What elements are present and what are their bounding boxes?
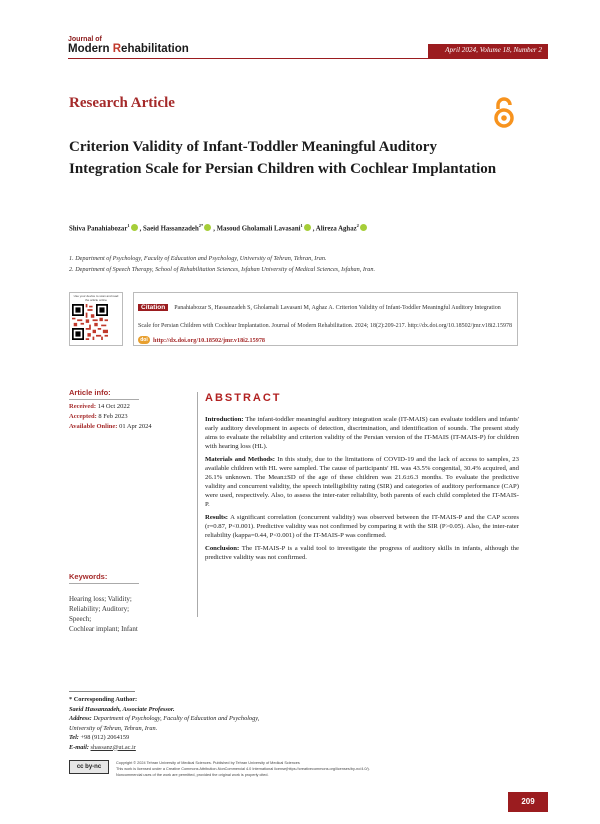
abstract-results: Results: A significant correlation (concurrent validity) was observed between the IT-MAIS-P and the CAP scores (r=0.87, P<0.001). Predictive validity was not confirmed by comparing it with the SIR (P>0.05). Also, the inter-rater reliability (kappa=0.44, P<0.001) of the IT-MAIS-P was confirmed. <box>205 514 519 539</box>
orcid-icon[interactable] <box>131 224 138 231</box>
corresponding-address: Address: Department of Psychology, Faculty of Education and Psychology, University of Tehran, Tehran, Iran. <box>69 715 260 732</box>
article-info <box>69 388 152 430</box>
corresponding-email: E-mail: shassanz@ut.ac.ir <box>69 743 136 751</box>
affiliation-1: 1. Department of Psychology, Faculty of Education and Psychology, University of Tehran, Tehran, Iran. <box>69 255 327 262</box>
email-link[interactable]: shassanz@ut.ac.ir <box>90 743 136 751</box>
citation-text: Panahiabozar S, Hassanzadeh S, Gholamali Lavasani M, Aghaz A. Criterion Validity of Infant-Toddler Meaningful Auditory Integration Scale for Persian Children with Cochlear Implantation. Journal of Modern Rehabilitation. 2024; 18(2):209-217. http://dx.doi.org/10.18502/jmr.v18i2.15978 <box>138 305 513 329</box>
issue-banner: April 2024, Volume 18, Number 2 <box>428 44 548 58</box>
keywords-title: Keywords: <box>69 572 139 584</box>
abstract-introduction: Introduction: The infant-toddler meaningful auditory integration scale (IT-MAIS) can evaluate toddlers and infants' early auditory development in aspects of detection, discrimination, and identification of sounds. The present study aims to evaluate the reliability and criterion validity of the Persian version of the IT-MAIS (IT-MAIS-P) for children with hearing loss (HL). <box>205 416 519 450</box>
affiliation-2: 2. Department of Speech Therapy, School of Rehabilitation Sciences, Isfahan University of Medical Sciences, Isfahan, Iran. <box>69 266 376 273</box>
page-number: 209 <box>508 792 548 812</box>
open-access-icon <box>491 97 517 129</box>
author-name: Saeid Hassanzadeh <box>143 225 199 233</box>
cc-license-badge[interactable]: cc by-nc <box>69 760 109 774</box>
author-list: Shiva Panahiabozar$^1$ , Saeid Hassanzadeh$^{2*}$ , Masoud Gholamali Lavasani$^1$ , Alireza Aghaz$^2$ <box>69 223 369 232</box>
keyword-line: Reliability; Auditory; Speech; <box>69 605 130 623</box>
orcid-icon[interactable] <box>304 224 311 231</box>
author-name: Alireza Aghaz <box>315 225 357 233</box>
corresponding-name: Saeid Hassanzadeh, Associate Professor. <box>69 705 175 713</box>
article-info-title: Article info: <box>69 388 139 400</box>
corresponding-heading: * Corresponding Author: <box>69 696 138 703</box>
journal-logo-small: Journal of <box>68 36 102 43</box>
abstract-methods: Materials and Methods: In this study, due to the limitations of COVID-19 and the lack of access to samples, 23 available children with HL were sampled. The cause of participants' HL was 43.5% congenital, 30.4% acquired, and 26.1% unknown. The Mean±SD of the age of these children was 21.6±6.3 months. To evaluate the predictive validity and concurrent validity, the speech intelligibility rating (SIR) and categories of auditory performance (CAP) were used, respectively. Also, to assess the inter-rater reliability, both parents of each child completed the IT-MAIS-P. <box>205 456 519 508</box>
keyword-line: Hearing loss; Validity; <box>69 595 132 603</box>
orcid-icon[interactable] <box>360 224 367 231</box>
abstract-conclusion: Conclusion: The IT-MAIS-P is a valid tool to investigate the progress of auditory skills in infants, although the predictive validity was not confirmed. <box>205 545 519 561</box>
article-type: Research Article <box>69 95 175 111</box>
doi-icon: doi <box>138 336 150 344</box>
qr-label: Use your device to scan and read the article online <box>73 294 119 302</box>
keyword-line: Cochlear implant; Infant <box>69 625 138 633</box>
orcid-icon[interactable] <box>204 224 211 231</box>
affiliations <box>69 253 375 275</box>
accepted-date: Accepted: 8 Feb 2023 <box>69 413 128 420</box>
online-date: Available Online: 01 Apr 2024 <box>69 423 152 430</box>
abstract-title: ABSTRACT <box>205 392 282 404</box>
doi-link[interactable] <box>138 336 513 344</box>
article-title: Criterion Validity of Infant-Toddler Meaningful Auditory Integration Scale for Persian Children with Cochlear Implantation <box>69 139 497 177</box>
author-name: Shiva Panahiabozar <box>69 225 128 233</box>
license-text: Copyright © 2024 Tehran University of Medical Sciences. Published by Tehran University of Medical Sciences This work is licensed under a Creative Commons Attribution-NonCommercial 4.0 International license(https://creativecommons.org/licenses/by-nc/4.0/). Noncommercial uses of the work are permitted, provided the original work is properly cited. <box>116 761 370 777</box>
author-name: Masoud Gholamali Lavasani <box>216 225 301 233</box>
keywords <box>69 572 149 634</box>
qr-code-box[interactable] <box>69 292 123 346</box>
doi-url[interactable]: http://dx.doi.org/10.18502/jmr.v18i2.15978 <box>153 336 266 344</box>
footnote-divider <box>69 691 135 692</box>
journal-logo <box>68 36 189 56</box>
abstract <box>197 392 519 617</box>
journal-logo-name: Modern Rehabilitation <box>68 43 189 55</box>
citation-box <box>133 292 518 346</box>
received-date: Received: 14 Oct 2022 <box>69 403 130 410</box>
corresponding-author <box>69 695 269 752</box>
header-divider <box>68 58 548 59</box>
citation-tag: Citation <box>138 304 168 311</box>
corresponding-tel: Tel: +98 (912) 2064159 <box>69 734 130 741</box>
qr-code-icon <box>72 304 108 340</box>
